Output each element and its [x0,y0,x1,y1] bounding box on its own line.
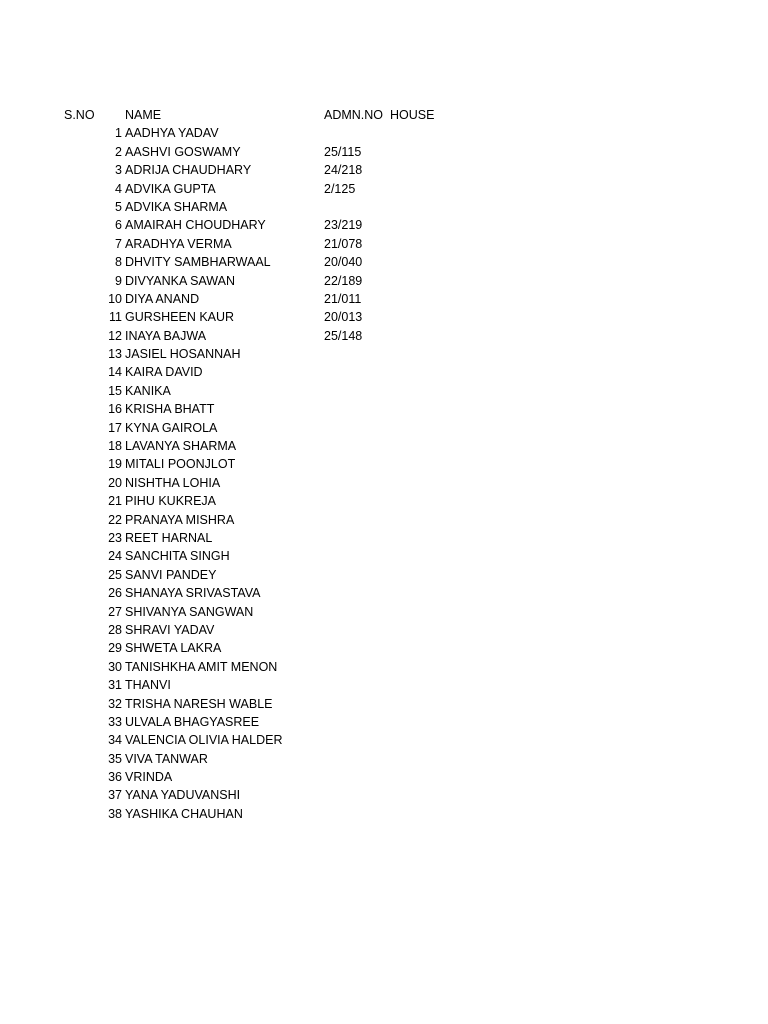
table-row [0,786,768,804]
row-sno: 34 [108,733,122,748]
row-sno: 31 [108,678,122,693]
table-row [0,419,768,437]
table-row [0,253,768,271]
row-sno: 13 [108,347,122,362]
table-row [0,308,768,326]
row-sno: 18 [108,439,122,454]
table-row [0,492,768,510]
row-sno: 2 [115,144,122,159]
row-name: REET HARNAL [125,530,213,545]
row-sno: 19 [108,457,122,472]
row-admn-no: 25/148 [324,328,363,343]
row-sno: 14 [108,365,122,380]
row-sno: 11 [109,310,122,325]
row-admn-no: 23/219 [324,218,363,233]
row-sno: 15 [108,383,122,398]
table-row [0,603,768,621]
row-name: KRISHA BHATT [125,402,215,417]
header-row [0,106,768,124]
table-row [0,621,768,639]
row-name: DIYA ANAND [125,291,200,306]
row-name: INAYA BAJWA [125,328,207,343]
row-sno: 36 [108,770,122,785]
row-name: THANVI [125,678,171,693]
row-name: AASHVI GOSWAMY [125,144,241,159]
row-admn-no: 21/078 [324,236,363,251]
row-name: SHIVANYA SANGWAN [125,604,254,619]
row-name: DIVYANKA SAWAN [125,273,235,288]
row-name: ADRIJA CHAUDHARY [125,163,252,178]
row-sno: 35 [108,751,122,766]
row-sno: 12 [108,328,122,343]
table-row [0,345,768,363]
table-row [0,731,768,749]
row-name: KAIRA DAVID [125,365,203,380]
row-name: PIHU KUKREJA [125,494,216,509]
row-sno: 28 [108,622,122,637]
row-sno: 26 [108,586,122,601]
table-row [0,437,768,455]
row-admn-no: 21/011 [324,291,362,306]
row-sno: 32 [108,696,122,711]
row-name: AMAIRAH CHOUDHARY [125,218,266,233]
row-sno: 4 [115,181,122,196]
row-name: SANCHITA SINGH [125,549,230,564]
table-row [0,658,768,676]
row-name: AADHYA YADAV [125,126,219,141]
row-name: ADVIKA SHARMA [125,199,228,214]
table-row [0,805,768,823]
row-sno: 21 [108,494,122,509]
table-row [0,272,768,290]
row-admn-no: 22/189 [324,273,363,288]
row-name: VALENCIA OLIVIA HALDER [125,733,283,748]
row-name: SHWETA LAKRA [125,641,222,656]
student-rows [0,124,768,823]
row-name: DHVITY SAMBHARWAAL [125,255,271,270]
row-name: VIVA TANWAR [125,751,208,766]
row-admn-no: 24/218 [324,163,363,178]
row-sno: 3 [115,163,122,178]
row-sno: 30 [108,659,122,674]
row-name: GURSHEEN KAUR [125,310,235,325]
row-sno: 33 [108,714,122,729]
row-sno: 24 [108,549,122,564]
table-row [0,676,768,694]
row-sno: 25 [108,567,122,582]
row-sno: 7 [115,236,122,251]
row-name: NISHTHA LOHIA [125,475,221,490]
row-name: SANVI PANDEY [125,567,217,582]
header-house: HOUSE [390,108,435,122]
table-row [0,161,768,179]
table-row [0,768,768,786]
table-row [0,216,768,234]
row-name: ADVIKA GUPTA [125,181,216,196]
table-row [0,124,768,142]
row-sno: 27 [108,604,122,619]
row-sno: 5 [115,199,122,214]
table-row [0,180,768,198]
table-row [0,382,768,400]
table-row [0,198,768,216]
table-row [0,547,768,565]
table-row [0,511,768,529]
table-row [0,474,768,492]
row-name: LAVANYA SHARMA [125,439,237,454]
row-name: VRINDA [125,770,173,785]
row-name: YASHIKA CHAUHAN [125,806,243,821]
table-row [0,400,768,418]
table-row [0,750,768,768]
table-row [0,639,768,657]
row-sno: 29 [108,641,122,656]
header-name: NAME [125,108,162,122]
row-sno: 22 [108,512,122,527]
header-admn-no: ADMN.NO [324,108,384,122]
row-name: KANIKA [125,383,171,398]
table-row [0,695,768,713]
row-admn-no: 25/115 [324,144,362,159]
table-row [0,584,768,602]
row-sno: 16 [108,402,122,417]
table-row [0,529,768,547]
row-sno: 8 [115,255,122,270]
row-sno: 17 [108,420,122,435]
row-sno: 38 [108,806,122,821]
row-sno: 6 [115,218,122,233]
table-row [0,713,768,731]
student-list-sheet [0,106,768,823]
row-name: TANISHKHA AMIT MENON [125,659,278,674]
row-sno: 37 [108,788,122,803]
row-admn-no: 20/013 [324,310,363,325]
header-sno: S.NO [64,108,95,122]
row-admn-no: 2/125 [324,181,356,196]
row-name: SHRAVI YADAV [125,622,215,637]
table-row [0,455,768,473]
table-row [0,566,768,584]
row-admn-no: 20/040 [324,255,363,270]
row-name: MITALI POONJLOT [125,457,236,472]
table-row [0,363,768,381]
row-name: TRISHA NARESH WABLE [125,696,273,711]
row-sno: 10 [108,291,122,306]
table-row [0,235,768,253]
row-name: PRANAYA MISHRA [125,512,235,527]
row-name: JASIEL HOSANNAH [125,347,241,362]
row-sno: 9 [115,273,122,288]
row-name: SHANAYA SRIVASTAVA [125,586,261,601]
row-name: YANA YADUVANSHI [125,788,241,803]
row-sno: 20 [108,475,122,490]
table-row [0,143,768,161]
row-name: ULVALA BHAGYASREE [125,714,260,729]
row-name: KYNA GAIROLA [125,420,218,435]
row-sno: 23 [108,530,122,545]
table-row [0,327,768,345]
row-sno: 1 [115,126,122,141]
row-name: ARADHYA VERMA [125,236,232,251]
table-row [0,290,768,308]
